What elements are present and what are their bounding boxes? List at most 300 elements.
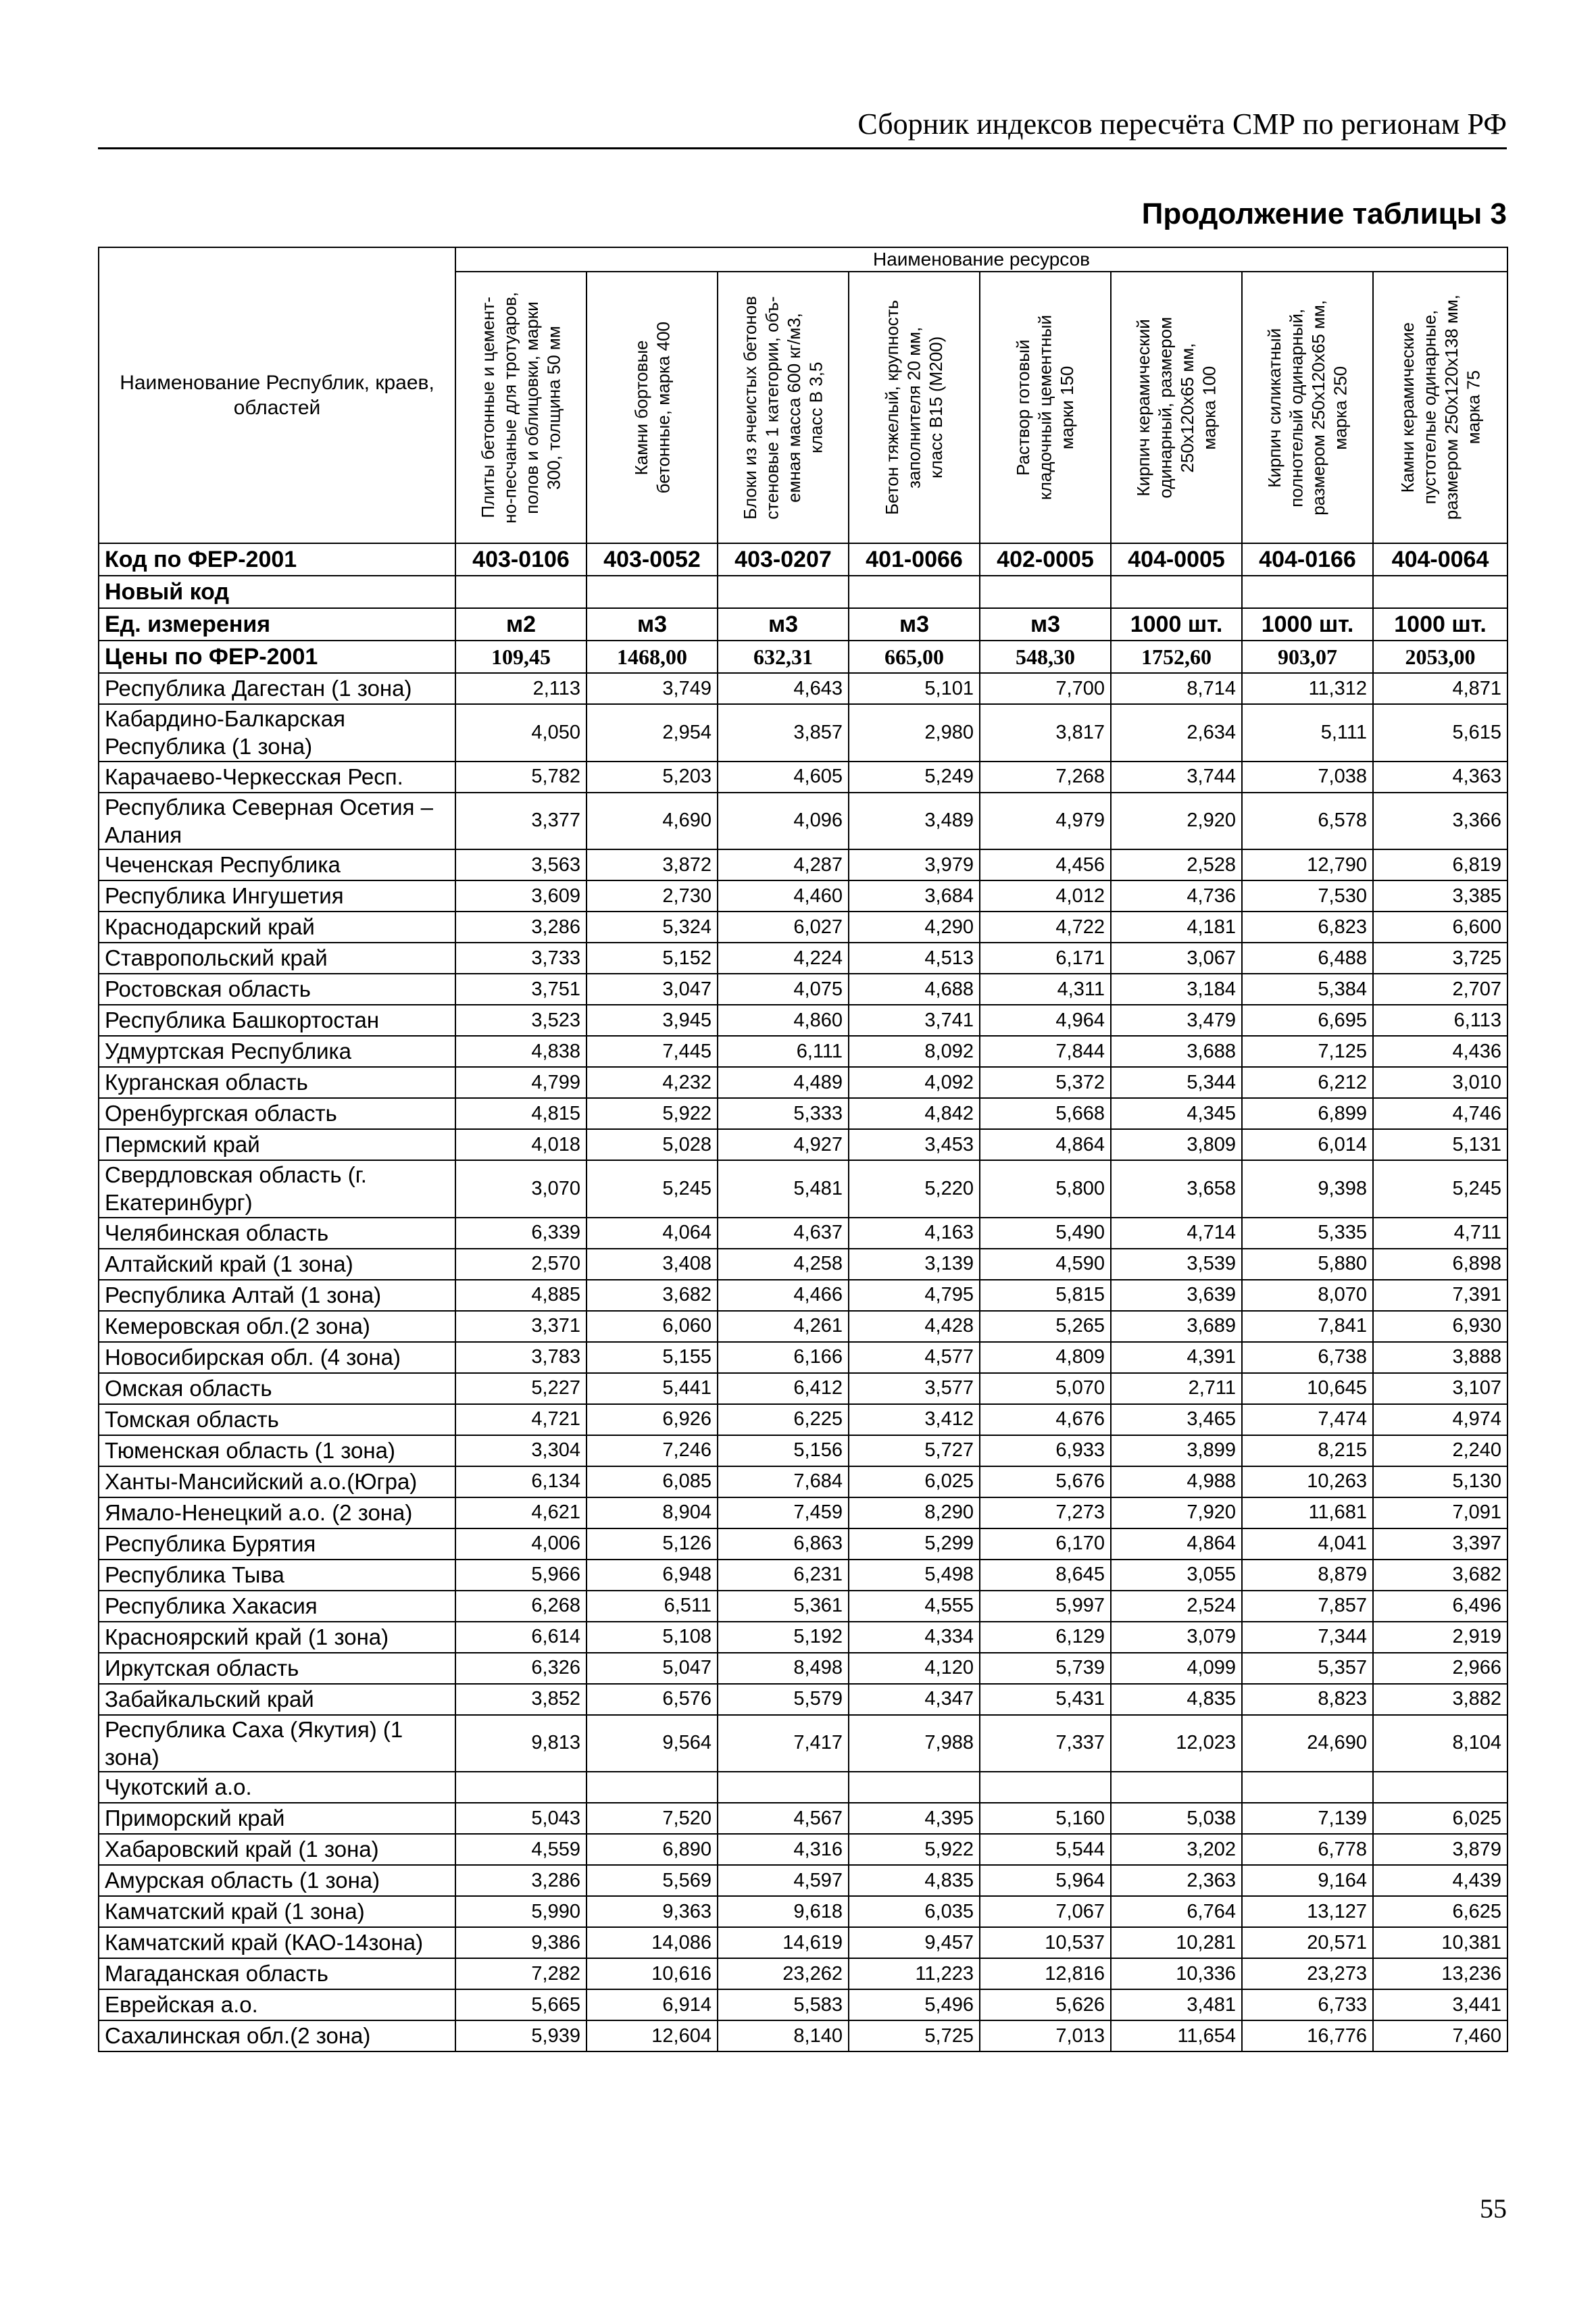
- index-value: 4,224: [718, 943, 849, 974]
- index-value: 4,590: [980, 1249, 1111, 1280]
- table-row: [99, 1834, 1507, 1865]
- index-value: 3,010: [1373, 1067, 1507, 1098]
- resource-name: Камни керамические пустотелые одинарные, размером 250х120х138 мм, марка 75: [1397, 295, 1484, 520]
- index-value: 4,714: [1111, 1218, 1242, 1249]
- index-value: 3,749: [587, 673, 718, 704]
- index-value: 10,537: [980, 1927, 1111, 1958]
- index-value: 7,520: [587, 1803, 718, 1834]
- index-value: 3,067: [1111, 943, 1242, 974]
- meta-value: 1000 шт.: [1373, 608, 1507, 641]
- index-value: 6,930: [1373, 1311, 1507, 1342]
- region-name: Хабаровский край (1 зона): [99, 1834, 455, 1865]
- index-value: 3,385: [1373, 880, 1507, 912]
- index-value: 3,979: [849, 849, 980, 880]
- index-value: 4,974: [1373, 1404, 1507, 1435]
- index-value: 3,882: [1373, 1684, 1507, 1715]
- index-value: 6,738: [1242, 1342, 1373, 1373]
- index-value: 3,366: [1373, 793, 1507, 850]
- index-value: 4,795: [849, 1280, 980, 1311]
- index-value: 4,334: [849, 1622, 980, 1653]
- index-value: 2,528: [1111, 849, 1242, 880]
- index-value: 3,783: [455, 1342, 587, 1373]
- meta-row: [99, 543, 1507, 576]
- index-value: [455, 1772, 587, 1803]
- index-value: 5,569: [587, 1865, 718, 1896]
- index-value: 8,498: [718, 1653, 849, 1684]
- region-name: Амурская область (1 зона): [99, 1865, 455, 1896]
- index-value: 7,337: [980, 1715, 1111, 1772]
- index-value: 11,681: [1242, 1497, 1373, 1528]
- resource-name: Кирпич керамический одинарный, размером 250х120х65 мм, марка 100: [1133, 316, 1220, 499]
- region-name: Новосибирская обл. (4 зона): [99, 1342, 455, 1373]
- index-value: 23,262: [718, 1958, 849, 1989]
- meta-value: 402-0005: [980, 543, 1111, 576]
- header-divider: [98, 147, 1507, 149]
- index-value: 4,567: [718, 1803, 849, 1834]
- index-value: 3,852: [455, 1684, 587, 1715]
- index-value: 4,711: [1373, 1218, 1507, 1249]
- index-value: 4,099: [1111, 1653, 1242, 1684]
- region-name: Республика Бурятия: [99, 1528, 455, 1560]
- region-name: Чукотский а.о.: [99, 1772, 455, 1803]
- table-row: [99, 1129, 1507, 1160]
- index-value: 2,363: [1111, 1865, 1242, 1896]
- index-value: 6,025: [1373, 1803, 1507, 1834]
- index-value: 6,625: [1373, 1896, 1507, 1927]
- table-row: [99, 1989, 1507, 2020]
- index-value: 5,152: [587, 943, 718, 974]
- index-value: 3,286: [455, 912, 587, 943]
- region-name: Тюменская область (1 зона): [99, 1435, 455, 1466]
- index-value: 14,086: [587, 1927, 718, 1958]
- index-value: 4,018: [455, 1129, 587, 1160]
- region-name: Иркутская область: [99, 1653, 455, 1684]
- index-value: 5,333: [718, 1098, 849, 1129]
- resource-column-header: [980, 272, 1111, 543]
- region-name: Ставропольский край: [99, 943, 455, 974]
- index-value: 5,665: [455, 1989, 587, 2020]
- index-value: 3,857: [718, 704, 849, 762]
- index-value: 3,872: [587, 849, 718, 880]
- index-value: 5,727: [849, 1435, 980, 1466]
- index-value: 3,453: [849, 1129, 980, 1160]
- index-value: 8,645: [980, 1560, 1111, 1591]
- index-value: 7,474: [1242, 1404, 1373, 1435]
- index-value: 4,287: [718, 849, 849, 880]
- index-value: 6,212: [1242, 1067, 1373, 1098]
- index-value: 3,377: [455, 793, 587, 850]
- table-row: [99, 1927, 1507, 1958]
- index-value: 12,604: [587, 2020, 718, 2051]
- index-value: 4,041: [1242, 1528, 1373, 1560]
- index-value: 6,129: [980, 1622, 1111, 1653]
- resource-name: Кирпич силикатный полнотелый одинарный, размером 250х120х65 мм, марка 250: [1264, 299, 1351, 516]
- index-value: 3,465: [1111, 1404, 1242, 1435]
- index-value: 7,268: [980, 762, 1111, 793]
- index-value: 6,933: [980, 1435, 1111, 1466]
- index-value: 3,744: [1111, 762, 1242, 793]
- index-value: 4,316: [718, 1834, 849, 1865]
- index-value: 3,202: [1111, 1834, 1242, 1865]
- index-value: 7,841: [1242, 1311, 1373, 1342]
- index-value: 6,914: [587, 1989, 718, 2020]
- index-value: 7,857: [1242, 1591, 1373, 1622]
- table-row: [99, 1067, 1507, 1098]
- index-value: 5,361: [718, 1591, 849, 1622]
- index-value: 4,746: [1373, 1098, 1507, 1129]
- region-name: Еврейская а.о.: [99, 1989, 455, 2020]
- index-value: 6,576: [587, 1684, 718, 1715]
- meta-value: [718, 576, 849, 608]
- table-row: [99, 1160, 1507, 1218]
- index-value: 6,926: [587, 1404, 718, 1435]
- region-column-header: Наименование Республик, краев, областей: [99, 247, 455, 543]
- table-row: [99, 1249, 1507, 1280]
- index-value: 4,721: [455, 1404, 587, 1435]
- index-value: 10,263: [1242, 1466, 1373, 1497]
- table-row: [99, 1528, 1507, 1560]
- index-value: 2,980: [849, 704, 980, 762]
- meta-value: [1111, 576, 1242, 608]
- meta-value: 632,31: [718, 641, 849, 673]
- index-value: 4,927: [718, 1129, 849, 1160]
- index-value: 6,231: [718, 1560, 849, 1591]
- regional-index-table: [98, 247, 1508, 2052]
- resource-name: Блоки из ячеистых бетонов стеновые 1 категории, объ- емная масса 600 кг/м3, класс В 3,5: [740, 295, 826, 520]
- index-value: 10,616: [587, 1958, 718, 1989]
- index-value: 3,658: [1111, 1160, 1242, 1218]
- index-value: 2,113: [455, 673, 587, 704]
- table-row: [99, 673, 1507, 704]
- table-row: [99, 704, 1507, 762]
- index-value: 4,688: [849, 974, 980, 1005]
- index-value: 6,496: [1373, 1591, 1507, 1622]
- meta-value: [455, 576, 587, 608]
- index-value: [1242, 1772, 1373, 1803]
- index-value: 10,281: [1111, 1927, 1242, 1958]
- index-value: 4,577: [849, 1342, 980, 1373]
- table-row: [99, 880, 1507, 912]
- index-value: 5,108: [587, 1622, 718, 1653]
- index-value: 4,395: [849, 1803, 980, 1834]
- index-value: 3,489: [849, 793, 980, 850]
- index-value: 5,344: [1111, 1067, 1242, 1098]
- index-value: 4,489: [718, 1067, 849, 1098]
- index-value: 6,488: [1242, 943, 1373, 974]
- index-value: 7,246: [587, 1435, 718, 1466]
- table-row: [99, 1373, 1507, 1404]
- index-value: 7,038: [1242, 762, 1373, 793]
- index-value: 5,922: [849, 1834, 980, 1865]
- index-value: 5,249: [849, 762, 980, 793]
- region-name: Свердловская область (г. Екатеринбург): [99, 1160, 455, 1218]
- resource-group-header: Наименование ресурсов: [455, 247, 1507, 272]
- index-value: 3,184: [1111, 974, 1242, 1005]
- index-value: 6,412: [718, 1373, 849, 1404]
- index-value: 4,559: [455, 1834, 587, 1865]
- table-row: [99, 1280, 1507, 1311]
- meta-value: 404-0005: [1111, 543, 1242, 576]
- meta-value: [980, 576, 1111, 608]
- region-name: Краснодарский край: [99, 912, 455, 943]
- index-value: 4,799: [455, 1067, 587, 1098]
- index-value: 8,904: [587, 1497, 718, 1528]
- index-value: 2,920: [1111, 793, 1242, 850]
- index-value: 4,460: [718, 880, 849, 912]
- index-value: 4,722: [980, 912, 1111, 943]
- table-row: [99, 1036, 1507, 1067]
- index-value: 5,668: [980, 1098, 1111, 1129]
- region-name: Республика Ингушетия: [99, 880, 455, 912]
- index-value: 4,258: [718, 1249, 849, 1280]
- index-value: [587, 1772, 718, 1803]
- index-value: 6,778: [1242, 1834, 1373, 1865]
- index-value: 3,577: [849, 1373, 980, 1404]
- index-value: 7,091: [1373, 1497, 1507, 1528]
- resource-name: Бетон тяжелый, крупность заполнителя 20 мм, класс В15 (М200): [882, 299, 947, 516]
- table-row: [99, 1005, 1507, 1036]
- index-value: 4,690: [587, 793, 718, 850]
- meta-row: [99, 608, 1507, 641]
- index-value: 6,899: [1242, 1098, 1373, 1129]
- index-value: 2,954: [587, 704, 718, 762]
- index-value: 6,326: [455, 1653, 587, 1684]
- index-value: 2,634: [1111, 704, 1242, 762]
- index-value: 5,739: [980, 1653, 1111, 1684]
- index-value: 5,922: [587, 1098, 718, 1129]
- index-value: 4,864: [1111, 1528, 1242, 1560]
- index-value: 4,232: [587, 1067, 718, 1098]
- index-value: 5,964: [980, 1865, 1111, 1896]
- index-value: 3,412: [849, 1404, 980, 1435]
- index-value: 7,067: [980, 1896, 1111, 1927]
- index-value: 4,979: [980, 793, 1111, 850]
- index-value: 5,156: [718, 1435, 849, 1466]
- meta-row-label: Цены по ФЕР-2001: [99, 641, 455, 673]
- page-number: 55: [1480, 2193, 1507, 2224]
- index-value: 12,816: [980, 1958, 1111, 1989]
- index-value: 7,844: [980, 1036, 1111, 1067]
- index-value: 6,225: [718, 1404, 849, 1435]
- index-value: 4,835: [849, 1865, 980, 1896]
- index-value: 5,815: [980, 1280, 1111, 1311]
- index-value: 5,047: [587, 1653, 718, 1684]
- table-row: [99, 1311, 1507, 1342]
- region-name: Республика Алтай (1 зона): [99, 1280, 455, 1311]
- meta-row: [99, 641, 1507, 673]
- region-name: Карачаево-Черкесская Респ.: [99, 762, 455, 793]
- table-row: [99, 1622, 1507, 1653]
- index-value: 3,751: [455, 974, 587, 1005]
- table-row: [99, 1958, 1507, 1989]
- index-value: 5,126: [587, 1528, 718, 1560]
- index-value: 10,645: [1242, 1373, 1373, 1404]
- index-value: 2,966: [1373, 1653, 1507, 1684]
- table-row: [99, 1098, 1507, 1129]
- index-value: 4,120: [849, 1653, 980, 1684]
- region-name: Республика Башкортостан: [99, 1005, 455, 1036]
- table-row: [99, 1218, 1507, 1249]
- index-value: 23,273: [1242, 1958, 1373, 1989]
- region-name: Чеченская Республика: [99, 849, 455, 880]
- index-value: 5,245: [587, 1160, 718, 1218]
- index-value: 3,888: [1373, 1342, 1507, 1373]
- index-value: 4,456: [980, 849, 1111, 880]
- table-row: [99, 1435, 1507, 1466]
- table-row: [99, 1896, 1507, 1927]
- region-name: Республика Северная Осетия – Алания: [99, 793, 455, 850]
- region-name: Республика Саха (Якутия) (1 зона): [99, 1715, 455, 1772]
- index-value: 4,012: [980, 880, 1111, 912]
- index-value: 8,215: [1242, 1435, 1373, 1466]
- index-value: 4,838: [455, 1036, 587, 1067]
- index-value: 8,879: [1242, 1560, 1373, 1591]
- index-value: 5,782: [455, 762, 587, 793]
- resource-column-header: [1373, 272, 1507, 543]
- resource-column-header: [587, 272, 718, 543]
- index-value: 3,441: [1373, 1989, 1507, 2020]
- index-value: 4,621: [455, 1497, 587, 1528]
- index-value: 3,139: [849, 1249, 980, 1280]
- index-value: 3,609: [455, 880, 587, 912]
- index-value: 5,227: [455, 1373, 587, 1404]
- index-value: 20,571: [1242, 1927, 1373, 1958]
- table-row: [99, 1803, 1507, 1834]
- index-value: 5,111: [1242, 704, 1373, 762]
- meta-value: 665,00: [849, 641, 980, 673]
- index-value: 3,539: [1111, 1249, 1242, 1280]
- meta-value: 2053,00: [1373, 641, 1507, 673]
- index-value: 10,336: [1111, 1958, 1242, 1989]
- index-value: 6,578: [1242, 793, 1373, 850]
- index-value: 6,695: [1242, 1005, 1373, 1036]
- table-row: [99, 849, 1507, 880]
- index-value: 5,966: [455, 1560, 587, 1591]
- meta-row: [99, 576, 1507, 608]
- table-row: [99, 1653, 1507, 1684]
- index-value: 9,398: [1242, 1160, 1373, 1218]
- resource-name: Камни бортовые бетонные, марка 400: [630, 321, 673, 494]
- table-row: [99, 1560, 1507, 1591]
- index-value: 6,134: [455, 1466, 587, 1497]
- index-value: 5,043: [455, 1803, 587, 1834]
- meta-value: 109,45: [455, 641, 587, 673]
- index-value: 8,823: [1242, 1684, 1373, 1715]
- index-value: 2,240: [1373, 1435, 1507, 1466]
- meta-value: 1468,00: [587, 641, 718, 673]
- index-value: 7,282: [455, 1958, 587, 1989]
- region-name: Кабардино-Балкарская Республика (1 зона): [99, 704, 455, 762]
- index-value: 5,357: [1242, 1653, 1373, 1684]
- index-value: 7,139: [1242, 1803, 1373, 1834]
- resource-column-header: [455, 272, 587, 543]
- region-name: Оренбургская область: [99, 1098, 455, 1129]
- index-value: 2,570: [455, 1249, 587, 1280]
- index-value: 3,809: [1111, 1129, 1242, 1160]
- index-value: 5,544: [980, 1834, 1111, 1865]
- index-value: 2,730: [587, 880, 718, 912]
- index-value: 4,864: [980, 1129, 1111, 1160]
- index-value: 5,939: [455, 2020, 587, 2051]
- index-value: 6,948: [587, 1560, 718, 1591]
- index-value: 5,335: [1242, 1218, 1373, 1249]
- index-value: 4,885: [455, 1280, 587, 1311]
- meta-value: 1000 шт.: [1242, 608, 1373, 641]
- meta-value: 404-0064: [1373, 543, 1507, 576]
- index-value: 5,220: [849, 1160, 980, 1218]
- index-value: 6,268: [455, 1591, 587, 1622]
- index-value: 2,707: [1373, 974, 1507, 1005]
- index-value: 4,075: [718, 974, 849, 1005]
- index-value: 5,160: [980, 1803, 1111, 1834]
- meta-value: м3: [849, 608, 980, 641]
- index-value: 3,397: [1373, 1528, 1507, 1560]
- index-value: 5,676: [980, 1466, 1111, 1497]
- index-value: 3,741: [849, 1005, 980, 1036]
- meta-value: 403-0207: [718, 543, 849, 576]
- index-value: 3,688: [1111, 1036, 1242, 1067]
- index-value: 12,023: [1111, 1715, 1242, 1772]
- index-value: 6,113: [1373, 1005, 1507, 1036]
- index-value: 5,579: [718, 1684, 849, 1715]
- index-value: 6,027: [718, 912, 849, 943]
- index-value: 3,286: [455, 1865, 587, 1896]
- table-row: [99, 2020, 1507, 2051]
- index-value: 2,919: [1373, 1622, 1507, 1653]
- index-value: 3,733: [455, 943, 587, 974]
- index-value: 7,684: [718, 1466, 849, 1497]
- meta-value: м2: [455, 608, 587, 641]
- index-value: 5,626: [980, 1989, 1111, 2020]
- index-value: 4,163: [849, 1218, 980, 1249]
- index-value: 4,988: [1111, 1466, 1242, 1497]
- index-value: 7,530: [1242, 880, 1373, 912]
- index-value: 4,835: [1111, 1684, 1242, 1715]
- meta-value: 1752,60: [1111, 641, 1242, 673]
- index-value: 8,092: [849, 1036, 980, 1067]
- index-value: 9,618: [718, 1896, 849, 1927]
- index-value: 5,490: [980, 1218, 1111, 1249]
- region-name: Камчатский край (КАО-14зона): [99, 1927, 455, 1958]
- index-value: 9,363: [587, 1896, 718, 1927]
- document-header-title: Сборник индексов пересчёта СМР по регионам РФ: [857, 107, 1507, 141]
- index-value: 7,920: [1111, 1497, 1242, 1528]
- region-name: Республика Хакасия: [99, 1591, 455, 1622]
- meta-value: м3: [587, 608, 718, 641]
- index-value: 6,863: [718, 1528, 849, 1560]
- table-row: [99, 1404, 1507, 1435]
- meta-value: м3: [980, 608, 1111, 641]
- table-row: [99, 1772, 1507, 1803]
- index-value: 24,690: [1242, 1715, 1373, 1772]
- index-value: 3,899: [1111, 1435, 1242, 1466]
- index-value: 5,155: [587, 1342, 718, 1373]
- index-value: 4,436: [1373, 1036, 1507, 1067]
- index-value: 4,637: [718, 1218, 849, 1249]
- index-value: 5,498: [849, 1560, 980, 1591]
- index-value: 6,060: [587, 1311, 718, 1342]
- resource-column-header: [849, 272, 980, 543]
- index-value: 7,988: [849, 1715, 980, 1772]
- index-value: 3,682: [587, 1280, 718, 1311]
- index-value: 7,273: [980, 1497, 1111, 1528]
- index-value: 5,431: [980, 1684, 1111, 1715]
- index-value: 4,092: [849, 1067, 980, 1098]
- index-value: 11,312: [1242, 673, 1373, 704]
- index-value: 10,381: [1373, 1927, 1507, 1958]
- index-value: 3,304: [455, 1435, 587, 1466]
- meta-value: [849, 576, 980, 608]
